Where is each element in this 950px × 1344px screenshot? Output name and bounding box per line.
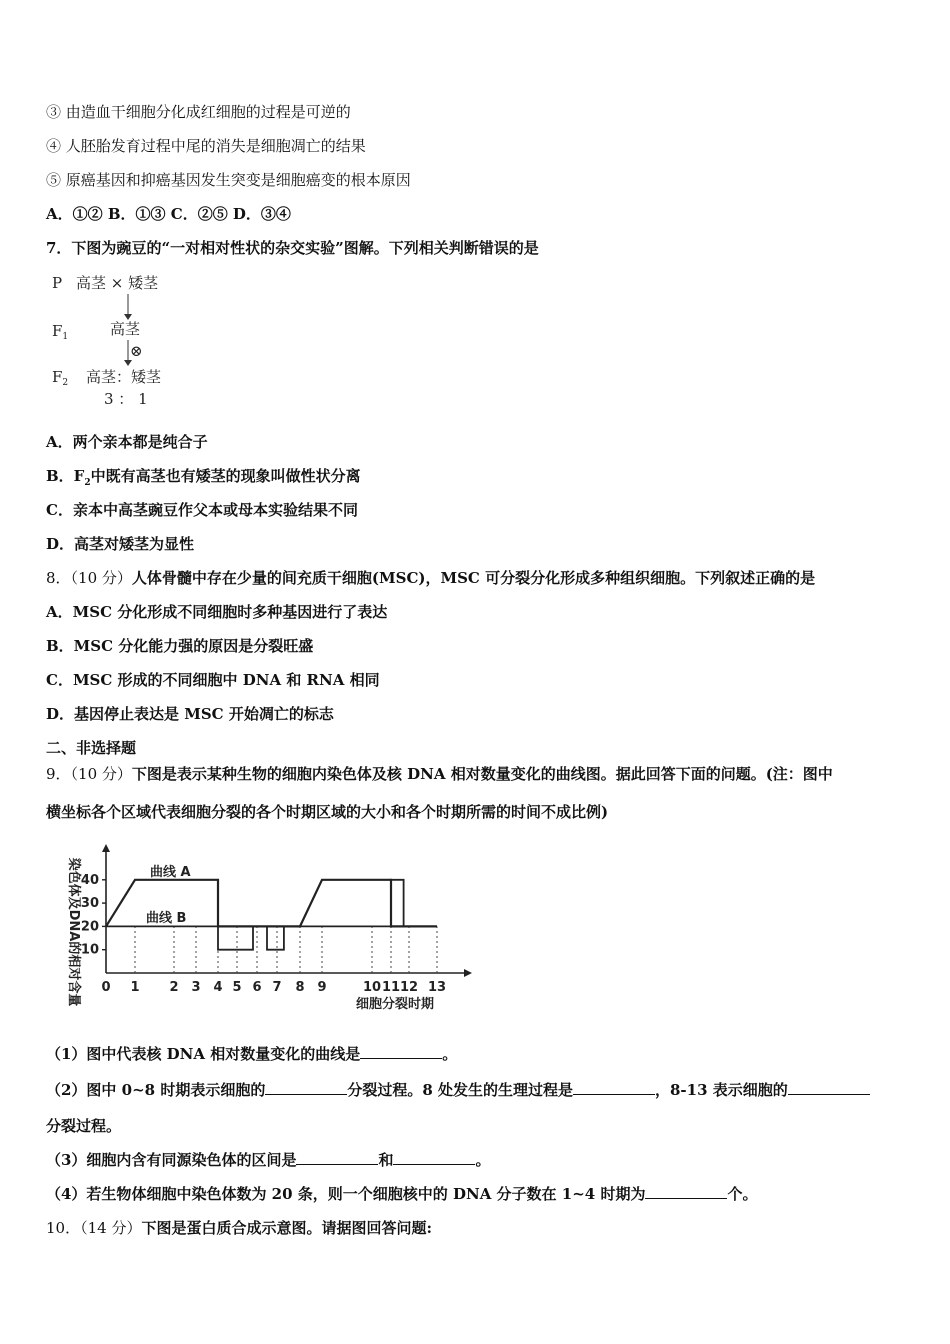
cross-diagram bbox=[46, 270, 196, 410]
x-tick-label: 9 bbox=[317, 980, 327, 995]
q7-option-a: A．两个亲本都是纯合子 bbox=[46, 433, 208, 451]
q7-option-d: D．高茎对矮茎为显性 bbox=[46, 535, 195, 553]
q8-option-d: D．基因停止表达是 MSC 开始凋亡的标志 bbox=[46, 705, 334, 723]
q9-sub-2-cont: 分裂过程。 bbox=[46, 1117, 122, 1135]
x-tick-label: 10 bbox=[362, 980, 382, 995]
answer-blank[interactable] bbox=[393, 1150, 475, 1165]
q8-option-a: A．MSC 分化形成不同细胞时多种基因进行了表达 bbox=[46, 603, 388, 621]
x-axis-arrow bbox=[464, 969, 472, 977]
y-axis-arrow bbox=[102, 844, 110, 852]
q6-options: A．①② B．①③ C．②⑤ D．③④ bbox=[46, 205, 291, 223]
x-tick-label: 7 bbox=[272, 980, 282, 995]
item-4: ④ 人胚胎发育过程中尾的消失是细胞凋亡的结果 bbox=[46, 137, 366, 155]
x-tick-label: 6 bbox=[252, 980, 262, 995]
answer-blank[interactable] bbox=[645, 1184, 727, 1199]
item-5: ⑤ 原癌基因和抑癌基因发生突变是细胞癌变的根本原因 bbox=[46, 171, 411, 189]
y-axis-label: 染色体及DNA的相对含量 bbox=[66, 857, 81, 1007]
answer-blank[interactable] bbox=[360, 1044, 442, 1059]
f2-ratio: 3 ： 1 bbox=[104, 390, 148, 408]
q9-sub-3: （3）细胞内含有同源染色体的区间是 和 。 bbox=[46, 1151, 491, 1169]
answer-blank[interactable] bbox=[296, 1150, 378, 1165]
series-a-label: 曲线 A bbox=[150, 865, 191, 880]
x-tick-label: 1 bbox=[130, 980, 140, 995]
x-tick-label: 2 bbox=[169, 980, 179, 995]
q7-stem: 7．下图为豌豆的“一对相对性状的杂交实验”图解。下列相关判断错误的是 bbox=[46, 239, 539, 257]
q9-stem-2: 横坐标各个区域代表细胞分裂的各个时期区域的大小和各个时期所需的时间不成比例) bbox=[46, 803, 609, 821]
q8-option-c: C．MSC 形成的不同细胞中 DNA 和 RNA 相同 bbox=[46, 671, 380, 689]
series-b-label: 曲线 B bbox=[146, 911, 187, 926]
y-tick-label: 10 bbox=[80, 942, 99, 958]
chromosome-dna-chart bbox=[56, 842, 476, 1018]
answer-blank[interactable] bbox=[788, 1080, 870, 1095]
q9-sub-4: （4）若生物体细胞中染色体数为 20 条，则一个细胞核中的 DNA 分子数在 1~4 时期为 个。 bbox=[46, 1185, 758, 1203]
y-tick-label: 40 bbox=[80, 872, 99, 888]
selfing-symbol: ⊗ bbox=[130, 342, 143, 360]
f2-text: 高茎：矮茎 bbox=[86, 368, 162, 386]
answer-blank[interactable] bbox=[573, 1080, 655, 1095]
x-tick-label: 4 bbox=[213, 980, 223, 995]
p-parents: 高茎 × 矮茎 bbox=[76, 274, 159, 292]
arrowhead-2 bbox=[124, 360, 132, 366]
section-heading: 二、非选择题 bbox=[46, 739, 137, 757]
item-3: ③ 由造血干细胞分化成红细胞的过程是可逆的 bbox=[46, 103, 351, 121]
q9-sub-2: （2）图中 0~8 时期表示细胞的 分裂过程。8 处发生的生理过程是 ，8-13 表示细胞的 bbox=[46, 1080, 870, 1100]
q7-option-b: B．$F_2$中既有高茎也有矮茎的现象叫做性状分离 bbox=[46, 467, 361, 488]
y-tick-label: 20 bbox=[80, 919, 99, 935]
p-label: P bbox=[52, 274, 63, 292]
answer-blank[interactable] bbox=[265, 1080, 347, 1095]
q7-option-c: C．亲本中高茎豌豆作父本或母本实验结果不同 bbox=[46, 501, 358, 519]
q10-stem: 10．（14 分）下图是蛋白质合成示意图。请据图回答问题: bbox=[46, 1219, 432, 1237]
y-tick-label: 30 bbox=[80, 896, 99, 912]
x-tick-label: 12 bbox=[399, 980, 419, 995]
q9-sub-1: （1）图中代表核 DNA 相对数量变化的曲线是 。 bbox=[46, 1045, 458, 1063]
x-tick-label: 13 bbox=[427, 980, 447, 995]
q8-option-b: B．MSC 分化能力强的原因是分裂旺盛 bbox=[46, 637, 314, 655]
x-tick-label: 0 bbox=[101, 980, 111, 995]
x-tick-label: 11 bbox=[381, 980, 401, 995]
f1-text: 高茎 bbox=[110, 320, 141, 338]
q8-stem: 8．（10 分）人体骨髓中存在少量的间充质干细胞(MSC)，MSC 可分裂分化形成多种组织细胞。下列叙述正确的是 bbox=[46, 569, 816, 587]
x-tick-label: 8 bbox=[295, 980, 305, 995]
q9-stem-1: 9．（10 分）下图是表示某种生物的细胞内染色体及核 DNA 相对数量变化的曲线图。据此回答下面的问题。(注：图中 bbox=[46, 765, 833, 783]
f2-label: $F_2$ bbox=[52, 368, 69, 388]
x-tick-label: 5 bbox=[232, 980, 242, 995]
x-tick-label: 3 bbox=[191, 980, 201, 995]
f1-label: $F_1$ bbox=[52, 322, 69, 342]
x-axis-label: 细胞分裂时期 bbox=[356, 997, 435, 1012]
